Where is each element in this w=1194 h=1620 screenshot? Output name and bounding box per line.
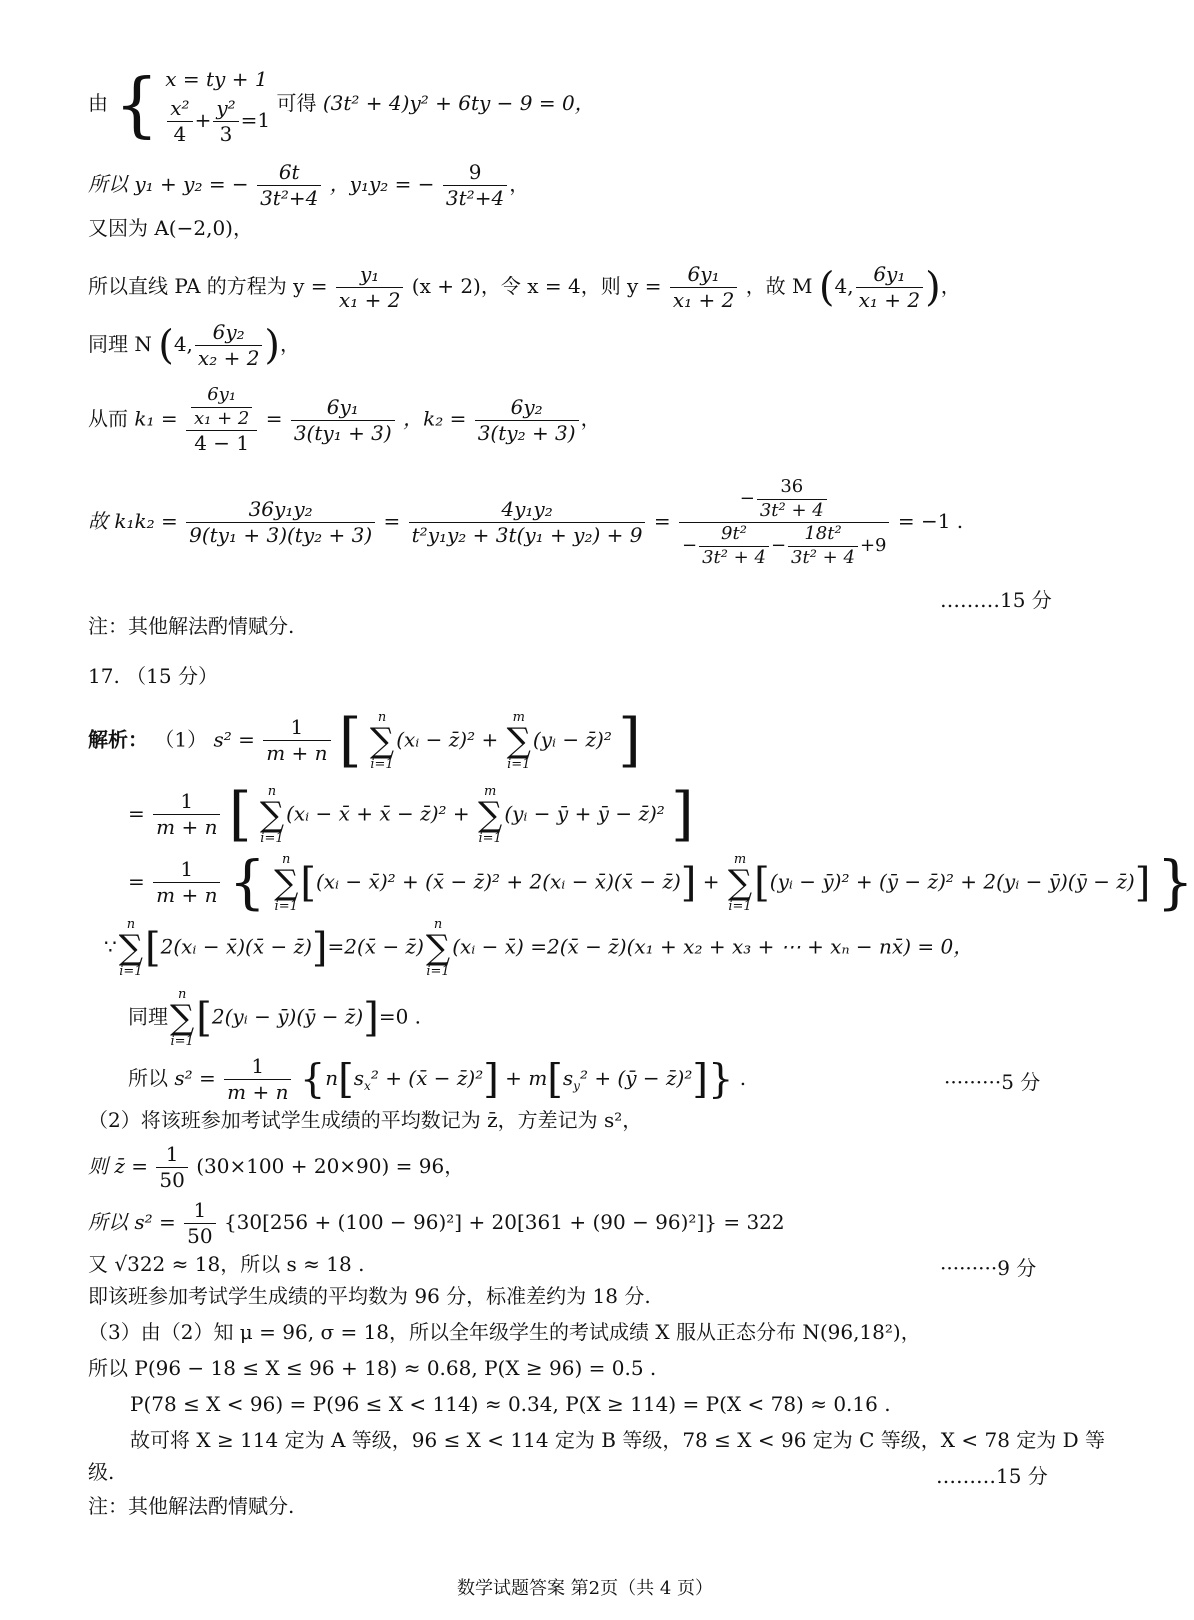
part2-line: （2）将该班参加考试学生成绩的平均数记为 z̄，方差记为 s²， [88, 1108, 643, 1132]
vieta-sum-label: 所以 y₁ + y₂ = − [88, 172, 249, 196]
sqrt-line: 又 √322 ≈ 18，所以 s ≈ 18 . [88, 1252, 365, 1276]
same-line: 同理n ∑ i=1[2(yᵢ − ȳ)(ȳ − z̄)]=0 . [128, 987, 422, 1049]
variance-calc: {30[256 + (100 − 96)²] + 20[361 + (90 − 96)²]} = 322 [223, 1210, 785, 1234]
variance-step3: = $\frac{1}{m + n}$ { n ∑ i=1[(xᵢ − x̄)² + (x̄ − z̄)² + 2(xᵢ − x̄)(x̄ − z̄)] + m ∑ i=1[(yᵢ − ȳ)² + (ȳ − z̄)² + 2(yᵢ − ȳ)(ȳ − z̄)] } [128, 848, 1194, 916]
eq-quadratic: (3t² + 4)y² + 6ty − 9 = 0， [322, 91, 595, 115]
k2-label: ，k₂ = [403, 406, 467, 431]
vieta-prod-label: ，y₁y₂ = − [329, 172, 435, 196]
congran-label: 从而 [88, 406, 128, 431]
point-n-line: 同理 N (4, $\frac{\text{6y₂}}{\text{x₂ + 2}}$ )， [88, 320, 301, 370]
part2-conclusion: 即该班参加考试学生成绩的平均数为 96 分，标准差约为 18 分. [88, 1284, 651, 1308]
k-product-result: = −1 . [897, 509, 964, 533]
point-a-line: 又因为 A(−2,0)， [88, 216, 253, 240]
part1-label: （1） [154, 727, 208, 752]
eq-line: x = ty + 1 [165, 67, 268, 91]
note-second: 注：其他解法酌情赋分. [88, 1494, 295, 1518]
question-17-heading: 17. （15 分） [88, 664, 218, 688]
part3-line-c: P(78 ≤ X < 96) = P(96 ≤ X < 114) ≈ 0.34, P(X ≥ 114) = P(X < 78) ≈ 0.16 . [130, 1392, 891, 1416]
variance-result-line: 所以 s² = $\frac{1}{m + n}$ {$n[s_x^2$ + (x̄ − z̄)²] + $m[s_y^2$ + (ȳ − z̄)²]} . [128, 1054, 747, 1104]
since-line: ∵n ∑ i=1[2(xᵢ − x̄)(x̄ − z̄)]=2(x̄ − z̄)n ∑ i=1(xᵢ − x̄) =2(x̄ − z̄)(x₁ + x₂ + x₃ + ⋯ + xₙ − nx̄) = 0， [104, 917, 974, 979]
score-15-second: ………15 分 [936, 1464, 1048, 1488]
k-product-line: 故 k₁k₂ = $\frac{\text{36y₁y₂}}{\text{9(ty₁ + 3)(ty₂ + 3)}}$ = $\frac{\text{4y₁y₂}}{\text{t²y₁y₂ + 3t(y₁ + y₂) + 9}}$ = − $\frac{36}{\text{3t² + 4}}$ − $\frac{\text{9t²}}{\text{3t² + 4}}$ − $\frac{\text{18t²}}{\text{3t² + 4}}$ +9 = −1 . [88, 476, 964, 568]
suoyi-label: 所以 [128, 1066, 168, 1090]
since-result: =2(x̄ − z̄)(x₁ + x₂ + x₃ + ⋯ + xₙ − nx̄) = 0， [530, 934, 974, 959]
score-15-first: ………15 分 [940, 588, 1052, 612]
m-label: ，故 M [745, 274, 813, 298]
variance-def-line: 解析： （1） s² = $\frac{1}{m + n}$ [ n ∑ i=1(xᵢ − z̄)² + m ∑ i=1(yᵢ − z̄)² ] [88, 706, 641, 774]
pa-rest: (x + 2)，令 x = 4，则 y = [411, 274, 662, 298]
mean-label: 则 z̄ = [88, 1154, 149, 1178]
tongli-label: 同理 [128, 1004, 168, 1029]
note-first: 注：其他解法酌情赋分. [88, 614, 295, 638]
left-brace: { [114, 63, 159, 146]
text-you: 由 [88, 91, 108, 115]
text-kede: 可得 [276, 91, 317, 115]
score-9: ·········9 分 [940, 1256, 1037, 1280]
line-pa: 所以直线 PA 的方程为 y = $\frac{\text{y₁}}{\text{x₁ + 2}}$ (x + 2)，令 x = 4，则 y = $\frac{\text{6y₁}}{\text{x₁ + 2}}$ ，故 M (4, $\frac{\text{6y₁}}{\text{x₁ + 2}}$ )， [88, 262, 961, 312]
page-footer: 数学试题答案 第2页（共 4 页） [456, 1578, 714, 1599]
mean-line: 则 z̄ = $\frac{1}{50}$ (30×100 + 20×90) = 96， [88, 1142, 465, 1192]
mean-calc: (30×100 + 20×90) = 96， [196, 1154, 465, 1178]
variance-step2: = $\frac{1}{m + n}$ [ n ∑ i=1(xᵢ − x̄ + x̄ − z̄)² + m ∑ i=1(yᵢ − ȳ + ȳ − z̄)² ] [128, 780, 694, 848]
variance-calc-line: 所以 s² = $\frac{1}{50}$ {30[256 + (100 − 96)²] + 20[361 + (90 − 96)²]} = 322 [88, 1198, 785, 1248]
jiexi-label: 解析： [88, 727, 148, 752]
part3-line-d: 故可将 X ≥ 114 定为 A 等级，96 ≤ X < 114 定为 B 等级，78 ≤ X < 96 定为 C 等级，X < 78 定为 D 等 [130, 1428, 1106, 1452]
part3-line-e: 级. [88, 1460, 115, 1484]
vieta-line: 所以 y₁ + y₂ = − $\frac{6t}{\text{3t²+4}}$ ，y₁y₂ = − $\frac{9}{\text{3t²+4}}$ ， [88, 160, 530, 210]
part3-line-a: （3）由（2）知 μ = 96, σ = 18，所以全年级学生的考试成绩 X 服从正态分布 N(96,18²)， [88, 1320, 921, 1344]
n-label: 同理 N [88, 332, 152, 356]
variance-label: 所以 s² = [88, 1210, 176, 1234]
k-line: 从而 k₁ = $\frac{\frac{\text{6y₁}}{\text{x₁ + 2}}}{4 - 1}$ = $\frac{\text{6y₁}}{\text{3(ty₁ + 3)}}$ ，k₂ = $\frac{\text{6y₂}}{\text{3(ty₂ + 3)}}$ ， [88, 384, 601, 455]
equation-system [165, 62, 270, 147]
eq-ellipse: $\frac{\text{x²}}{4}$ + $\frac{\text{y²}}{3}$ =1 [165, 96, 270, 147]
pa-label: 所以直线 PA 的方程为 y = [88, 274, 328, 298]
system-line [88, 62, 595, 147]
k-product-label: 故 k₁k₂ = [88, 509, 178, 533]
score-5: ·········5 分 [944, 1070, 1041, 1094]
part3-line-b: 所以 P(96 − 18 ≤ X ≤ 96 + 18) ≈ 0.68, P(X ≥ 96) = 0.5 . [88, 1356, 657, 1380]
